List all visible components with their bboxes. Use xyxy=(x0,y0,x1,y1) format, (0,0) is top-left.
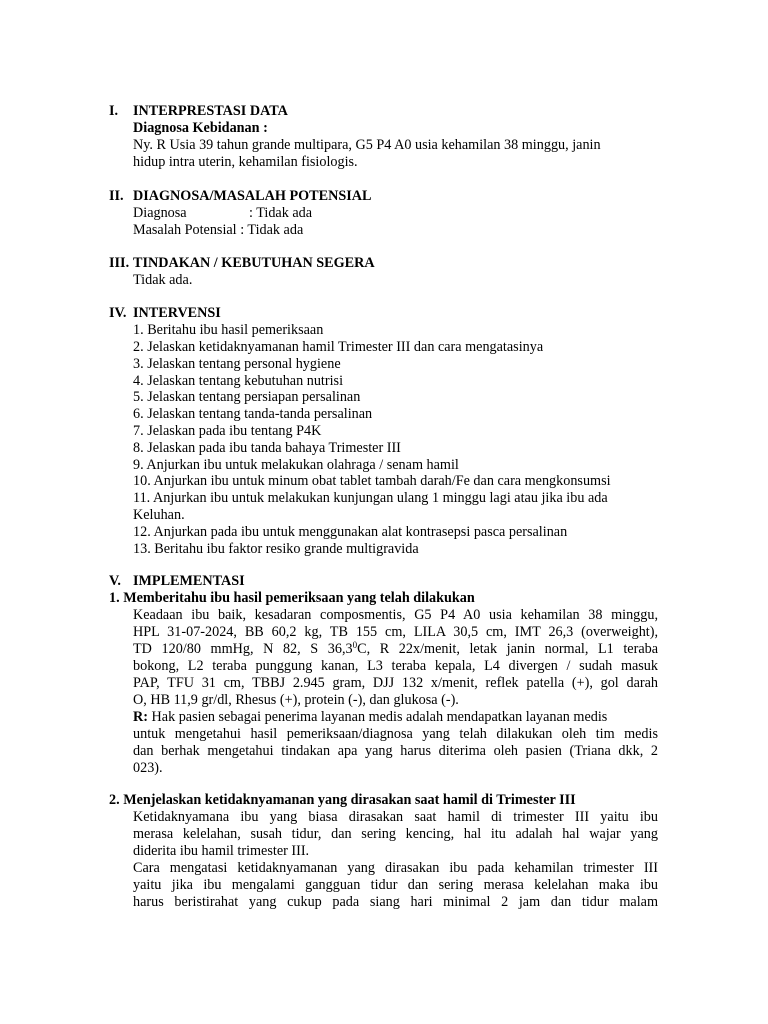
intervensi-item: 5. Jelaskan tentang persiapan persalinan xyxy=(133,389,361,405)
implementasi-1-line-temp xyxy=(133,641,658,658)
intervensi-item: 8. Jelaskan pada ibu tanda bahaya Trimester III xyxy=(133,440,401,456)
section-3-text: Tidak ada. xyxy=(133,272,193,288)
section-4-number: IV. xyxy=(109,305,127,321)
intervensi-item: 7. Jelaskan pada ibu tentang P4K xyxy=(133,423,322,439)
implementasi-1-line: HPL 31-07-2024, BB 60,2 kg, TB 155 cm, LILA 30,5 cm, IMT 26,3 (overweight), xyxy=(133,624,658,640)
section-2-number: II. xyxy=(109,188,124,204)
implementasi-1-line: bokong, L2 teraba punggung kanan, L3 teraba kepala, L4 divergen / sudah masuk xyxy=(133,658,658,674)
intervensi-item: 10. Anjurkan ibu untuk minum obat tablet tambah darah/Fe dan cara mengkonsumsi xyxy=(133,473,611,489)
implementasi-1-title: 1. Memberitahu ibu hasil pemeriksaan yang telah dilakukan xyxy=(109,590,475,606)
section-1-subtitle: Diagnosa Kebidanan : xyxy=(133,120,268,136)
diagnosa-row xyxy=(133,205,312,222)
implementasi-2-title: 2. Menjelaskan ketidaknyamanan yang dirasakan saat hamil di Trimester III xyxy=(109,792,576,808)
temp-degree: 0 xyxy=(352,640,358,650)
section-5-number: V. xyxy=(109,573,121,589)
implementasi-1-line: PAP, TFU 31 cm, TBBJ 2.945 gram, DJJ 132 x/menit, reflek patella (+), gol darah xyxy=(133,675,658,691)
section-5-title: IMPLEMENTASI xyxy=(133,573,245,589)
implementasi-1-line: O, HB 11,9 gr/dl, Rhesus (+), protein (-), dan glukosa (-). xyxy=(133,692,459,708)
rationale-line: untuk mengetahui hasil pemeriksaan/diagnosa yang telah dilakukan oleh tim medis xyxy=(133,726,658,742)
masalah-label: Masalah Potensial xyxy=(133,222,237,238)
temp-text: TD 120/80 mmHg, N 82, S 36,3 xyxy=(133,641,353,657)
implementasi-2-line: Ketidaknyamana ibu yang biasa dirasakan saat hamil di trimester III yaitu ibu xyxy=(133,809,658,825)
intervensi-item: 3. Jelaskan tentang personal hygiene xyxy=(133,356,341,372)
implementasi-2-line: harus beristirahat yang cukup pada siang hari minimal 2 jam dan tidur malam xyxy=(133,894,658,910)
intervensi-item: 4. Jelaskan tentang kebutuhan nutrisi xyxy=(133,373,344,389)
section-3-title: TINDAKAN / KEBUTUHAN SEGERA xyxy=(133,255,375,271)
rationale-label: R: xyxy=(133,709,148,725)
intervensi-item: 11. Anjurkan ibu untuk melakukan kunjungan ulang 1 minggu lagi atau jika ibu ada xyxy=(133,490,608,506)
masalah-value: : Tidak ada xyxy=(240,222,304,238)
intervensi-item: Keluhan. xyxy=(133,507,185,523)
rationale-line-last: 023). xyxy=(133,760,163,776)
section-2-title: DIAGNOSA/MASALAH POTENSIAL xyxy=(133,188,372,204)
section-4-title: INTERVENSI xyxy=(133,305,221,321)
intervensi-item: 1. Beritahu ibu hasil pemeriksaan xyxy=(133,322,324,338)
section-1-line-1: Ny. R Usia 39 tahun grande multipara, G5 P4 A0 usia kehamilan 38 minggu, janin xyxy=(133,137,601,153)
section-1-number: I. xyxy=(109,103,119,119)
diagnosa-value: : Tidak ada xyxy=(249,205,313,221)
intervensi-item: 13. Beritahu ibu faktor resiko grande multigravida xyxy=(133,541,419,557)
diagnosa-label: Diagnosa xyxy=(133,205,187,221)
temp-rest: C, R 22x/menit, letak janin normal, L1 teraba xyxy=(357,641,659,657)
implementasi-2-line: merasa kelelahan, susah tidur, dan sering kencing, hal itu adalah hal wajar yang xyxy=(133,826,658,842)
section-1-title: INTERPRESTASI DATA xyxy=(133,103,288,119)
intervensi-item: 2. Jelaskan ketidaknyamanan hamil Trimester III dan cara mengatasinya xyxy=(133,339,544,355)
rationale-line: dan berhak mengetahui tindakan apa yang harus diterima oleh pasien (Triana dkk, 2 xyxy=(133,743,658,759)
implementasi-2-line: diderita ibu hamil trimester III. xyxy=(133,843,310,859)
intervensi-item: 12. Anjurkan pada ibu untuk menggunakan alat kontrasepsi pasca persalinan xyxy=(133,524,568,540)
rationale-line-1: Hak pasien sebagai penerima layanan medis adalah mendapatkan layanan medis xyxy=(147,709,608,725)
masalah-row xyxy=(133,222,303,239)
section-1-line-2: hidup intra uterin, kehamilan fisiologis. xyxy=(133,154,358,170)
implementasi-2-line: yaitu jika ibu mengalami gangguan tidur dan sering merasa kelelahan maka ibu xyxy=(133,877,658,893)
section-3-number: III. xyxy=(109,255,130,271)
implementasi-1-rationale xyxy=(133,709,607,726)
implementasi-2-line: Cara mengatasi ketidaknyamanan yang dirasakan ibu pada kehamilan trimester III xyxy=(133,860,658,876)
implementasi-1-line: Keadaan ibu baik, kesadaran composmentis, G5 P4 A0 usia kehamilan 38 minggu, xyxy=(133,607,658,623)
intervensi-item: 6. Jelaskan tentang tanda-tanda persalinan xyxy=(133,406,373,422)
intervensi-item: 9. Anjurkan ibu untuk melakukan olahraga / senam hamil xyxy=(133,457,459,473)
